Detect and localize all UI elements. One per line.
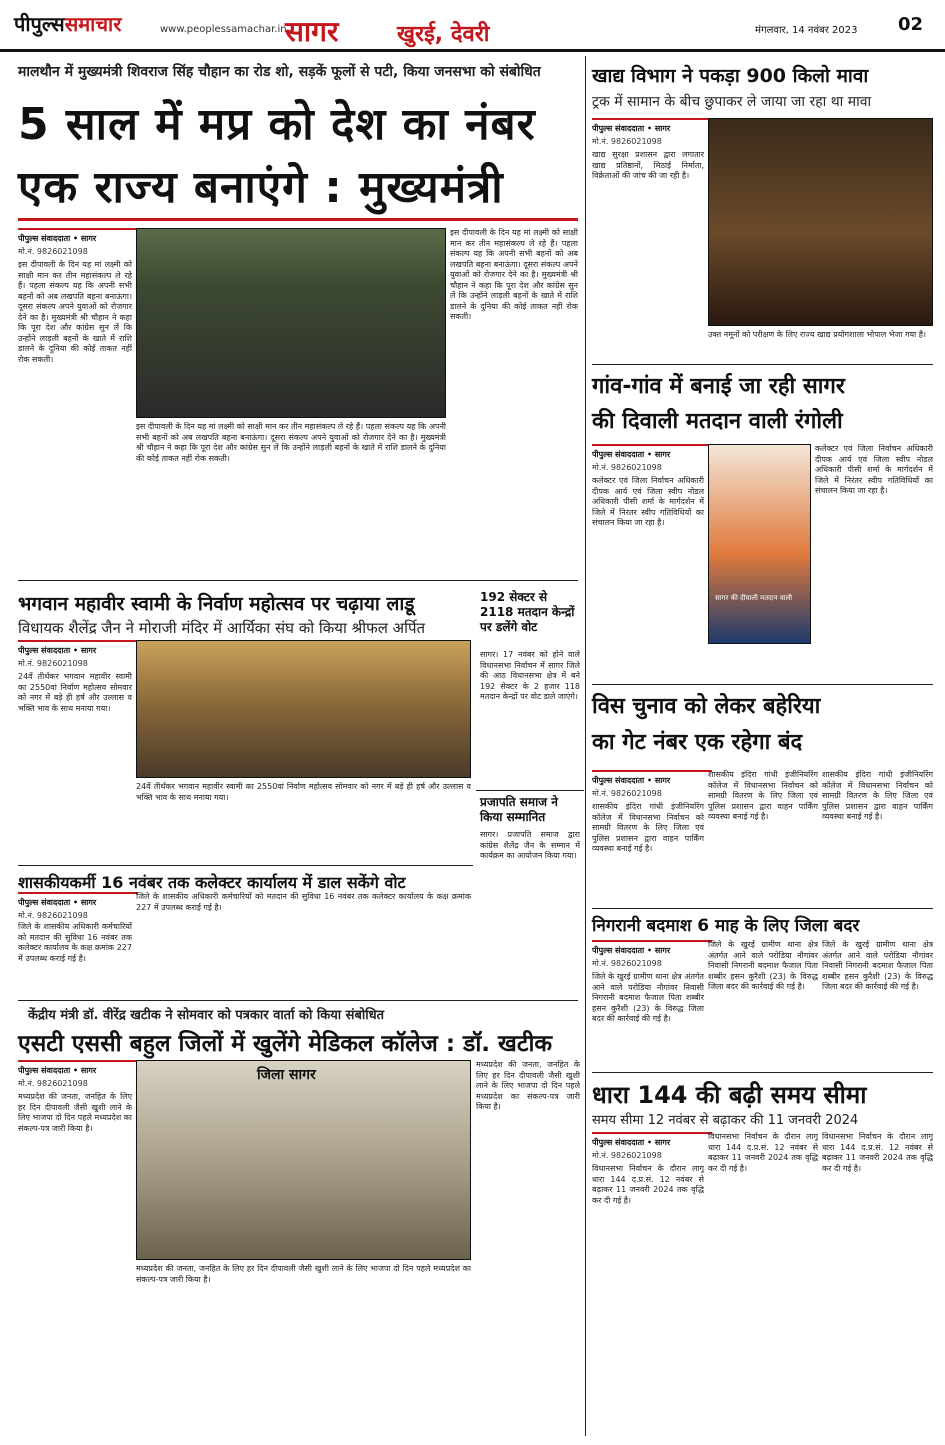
nigrani-byline [592,940,712,966]
logo-right: समाचार [64,12,122,36]
mahavir-photo [136,640,471,778]
section-rule-6 [592,684,933,685]
dhara-body-3: विधानसभा निर्वाचन के दौरान लागू धारा 144 द.प्र.सं. 12 नवंबर से बढ़ाकर 11 जनवरी 2024 तक वृद्धि कर दी गई है। [822,1132,933,1173]
issue-date: मंगलवार, 14 नवंबर 2023 [755,25,858,36]
mahavir-byline-mobile: मो.नं. 9826021098 [18,659,88,668]
khatik-byline-mobile: मो.नं. 9826021098 [18,1079,88,1088]
rangoli-body-2: कलेक्टर एवं जिला निर्वाचन अधिकारी दीपक आर्य एवं जिला स्वीप नोडल अधिकारी पीसी शर्मा के मार्गदर्शन में जिले में निरंतर स्वीप गतिविधियों का संचालन किया जा रहा है। [815,444,933,495]
mahavir-byline [18,640,138,666]
prajapati-headline: प्रजापति समाज ने किया सम्मानित [480,795,558,824]
lead-byline [18,228,138,254]
mahavir-body-2: 24वें तीर्थंकर भगवान महावीर स्वामी का 2550वां निर्वाण महोत्सव सोमवार को नगर में बड़े ही हर्ष और उल्लास व भक्ति भाव के साथ मनाया गया। [136,782,471,802]
section-rule-4 [18,1000,578,1001]
beheriya-headline-1: विस चुनाव को लेकर बहेरिया [592,694,821,719]
rangoli-photo [708,444,811,644]
rangoli-photo-label: सागर की दीवाली मतदान वाली [715,594,793,602]
mawa-body: खाद्य सुरक्षा प्रशासन द्वारा लगातार खाद्य प्रतिष्ठानों, मिठाई निर्माता, विक्रेताओं की जांच की जा रही है। [592,150,704,180]
prajapati-body: सागर। प्रजापति समाज द्वारा कांग्रेस शैलेंद्र जैन के सम्मान में कार्यक्रम का आयोजन किया गया। [480,830,580,860]
beheriya-body-2: शासकीय इंदिरा गांधी इंजीनियरिंग कॉलेज में विधानसभा निर्वाचन को सामग्री वितरण के लिए जिला एवं पुलिस प्रशासन द्वारा वाहन पार्किंग व्यवस्था बनाई गई है। [708,770,818,821]
lead-body: इस दीपावली के दिन यह मां लक्ष्मी को साक्षी मान कर तीन महासंकल्प ले रहे हैं। पहला संकल्प यह कि अपनी सभी बहनों को अब लखपति बहना बनाऊंगा। दूसरा संकल्प अपने युवाओं को रोजगार देने का है। मुख्यमंत्री श्री चौहान ने कहा कि पूरा देश और कांग्रेस सुन लें कि उन्होंने लाड़ली बहनों के खाते में राशि डालने के दुनिया की कोई ताकत नहीं रोक सकती। [18,260,132,364]
site-url[interactable]: www.peoplessamachar.in [160,24,287,35]
employees-body: जिले के शासकीय अधिकारी कर्मचारियों को मतदान की सुविधा 16 नवंबर तक कलेक्टर कार्यालय के कक्ष क्रमांक 227 में उपलब्ध कराई गई है। [18,922,132,963]
beheriya-body: शासकीय इंदिरा गांधी इंजीनियरिंग कॉलेज में विधानसभा निर्वाचन को सामग्री वितरण के लिए जिला एवं पुलिस प्रशासन द्वारा वाहन पार्किंग व्यवस्था बनाई गई है। [592,802,704,853]
lead-headline-1: 5 साल में मप्र को देश का नंबर [18,99,536,150]
dhara-byline-mobile: मो.नं. 9826021098 [592,1151,662,1160]
city-name: सागर [285,15,339,48]
lead-body-2: इस दीपावली के दिन यह मां लक्ष्मी को साक्षी मान कर तीन महासंकल्प ले रहे हैं। पहला संकल्प यह कि अपनी सभी बहनों को अब लखपति बहना बनाऊंगा। दूसरा संकल्प अपने युवाओं को रोजगार देने का है। मुख्यमंत्री श्री चौहान ने कहा कि पूरा देश और कांग्रेस सुन लें कि उन्होंने लाड़ली बहनों के खाते में राशि डालने के दुनिया की कोई ताकत नहीं रोक सकती। [136,422,446,463]
nigrani-body-3: जिले के खुरई ग्रामीण थाना क्षेत्र अंतर्गत आने वाले परोडिया नौगांवर निवासी निगरानी बदमाश फैजाल पिता शब्बीर हसन कुरैशी (23) के विरुद्ध जिला बदर की कार्रवाई की गई है। [822,940,933,991]
dhara-body: विधानसभा निर्वाचन के दौरान लागू धारा 144 द.प्र.सं. 12 नवंबर से बढ़ाकर 11 जनवरी 2024 तक वृद्धि कर दी गई है। [592,1164,704,1205]
khatik-body-2: मध्यप्रदेश की जनता, जनहित के लिए हर दिन दीपावली जैसी खुशी लाने के लिए भाजपा दो दिन पहले मध्यप्रदेश का संकल्प-पत्र जारी किया है। [136,1264,471,1284]
logo-left: पीपुल्स [14,12,65,36]
khatik-kicker: केंद्रीय मंत्री डॉ. वीरेंद्र खटीक ने सोमवार को पत्रकार वार्ता को किया संबोधित [28,1008,385,1023]
khatik-body-3: मध्यप्रदेश की जनता, जनहित के लिए हर दिन दीपावली जैसी खुशी लाने के लिए भाजपा दो दिन पहले मध्यप्रदेश का संकल्प-पत्र जारी किया है। [476,1060,580,1111]
nigrani-body: जिले के खुरई ग्रामीण थाना क्षेत्र अंतर्गत आने वाले परोडिया नौगांवर निवासी निगरानी बदमाश फैजाल पिता शब्बीर हसन कुरैशी (23) के विरुद्ध जिला बदर की कार्रवाई की गई है। [592,972,704,1023]
rangoli-body: कलेक्टर एवं जिला निर्वाचन अधिकारी दीपक आर्य एवं जिला स्वीप नोडल अधिकारी पीसी शर्मा के मार्गदर्शन में जिले में निरंतर स्वीप गतिविधियों का संचालन किया जा रहा है। [592,476,704,527]
mahavir-subhead: विधायक शैलेंद्र जैन ने मोराजी मंदिर में आर्यिका संघ को किया श्रीफल अर्पित [18,619,426,637]
rangoli-headline-2: की दिवाली मतदान वाली रंगोली [592,409,843,434]
rangoli-byline [592,444,712,470]
lead-rule [18,218,578,221]
nigrani-body-2: जिले के खुरई ग्रामीण थाना क्षेत्र अंतर्गत आने वाले परोडिया नौगांवर निवासी निगरानी बदमाश फैजाल पिता शब्बीर हसन कुरैशी (23) के विरुद्ध जिला बदर की कार्रवाई की गई है। [708,940,818,991]
mawa-byline [592,118,712,144]
mahavir-headline: भगवान महावीर स्वामी के निर्वाण महोत्सव पर चढ़ाया लाडू [18,593,415,615]
sectors-headline: 192 सेक्टर से 2118 मतदान केन्द्रों पर डलेंगे वोट [480,590,575,634]
section-rule-8 [592,1072,933,1073]
nigrani-byline-mobile: मो.नं. 9826021098 [592,959,662,968]
section-rule-5 [592,364,933,365]
newspaper-logo[interactable] [14,10,121,37]
press-photo-label: जिला सागर [257,1067,316,1083]
mawa-subhead: ट्रक में सामान के बीच छुपाकर ले जाया जा रहा था मावा [592,94,872,110]
dhara-byline [592,1132,712,1158]
mawa-byline-mobile: मो.नं. 9826021098 [592,137,662,146]
mawa-caption: उक्त नमूनों को परीक्षण के लिए राज्य खाद्य प्रयोगशाला भोपाल भेजा गया है। [708,330,927,339]
khatik-byline [18,1060,138,1086]
mawa-raid-photo [708,118,933,326]
mawa-byline-name: पीपुल्स संवाददाता • सागर [592,124,671,133]
employees-byline-mobile: मो.नं. 9826021098 [18,911,88,920]
khatik-byline-name: पीपुल्स संवाददाता • सागर [18,1066,97,1075]
lead-headline-2: एक राज्य बनाएंगे : मुख्यमंत्री [18,162,504,213]
lead-body-3: इस दीपावली के दिन यह मां लक्ष्मी को साक्षी मान कर तीन महासंकल्प ले रहे हैं। पहला संकल्प यह कि अपनी सभी बहनों को अब लखपति बहना बनाऊंगा। दूसरा संकल्प अपने युवाओं को रोजगार देने का है। मुख्यमंत्री श्री चौहान ने कहा कि पूरा देश और कांग्रेस सुन लें कि उन्होंने लाड़ली बहनों के खाते में राशि डालने के दुनिया की कोई ताकत नहीं रोक सकती। [450,228,578,321]
page-number: 02 [898,14,924,35]
employees-headline: शासकीयकर्मी 16 नवंबर तक कलेक्टर कार्यालय में डाल सकेंगे वोट [18,873,406,892]
roadshow-photo [136,228,446,418]
dhara-byline-name: पीपुल्स संवाददाता • सागर [592,1138,671,1147]
section-rule-7 [592,908,933,909]
city-band [285,12,575,46]
beheriya-body-3: शासकीय इंदिरा गांधी इंजीनियरिंग कॉलेज में विधानसभा निर्वाचन को सामग्री वितरण के लिए जिला एवं पुलिस प्रशासन द्वारा वाहन पार्किंग व्यवस्था बनाई गई है। [822,770,933,821]
mawa-headline: खाद्य विभाग ने पकड़ा 900 किलो मावा [592,65,869,87]
beheriya-headline-2: का गेट नंबर एक रहेगा बंद [592,730,803,755]
sectors-body: सागर। 17 नवंबर को होने वाले विधानसभा निर्वाचन में सागर जिले की आठ विधानसभा क्षेत्र में बने 192 सेक्टर के 2 हजार 118 मतदान केन्द्रों पर वोट डाले जाएंगे। [480,650,580,701]
employees-byline [18,892,138,918]
employees-body-2: जिले के शासकीय अधिकारी कर्मचारियों को मतदान की सुविधा 16 नवंबर तक कलेक्टर कार्यालय के कक्ष क्रमांक 227 में उपलब्ध कराई गई है। [136,892,471,912]
mahavir-byline-name: पीपुल्स संवाददाता • सागर [18,646,97,655]
employees-byline-name: पीपुल्स संवाददाता • सागर [18,898,97,907]
column-divider [585,56,586,1436]
dhara-body-2: विधानसभा निर्वाचन के दौरान लागू धारा 144 द.प्र.सं. 12 नवंबर से बढ़ाकर 11 जनवरी 2024 तक वृद्धि कर दी गई है। [708,1132,818,1173]
section-rule-1 [18,580,578,581]
lead-byline-mobile: मो.नं. 9826021098 [18,247,88,256]
lead-byline-name: पीपुल्स संवाददाता • सागर [18,234,97,243]
section-rule-2 [476,790,584,791]
nigrani-headline: निगरानी बदमाश 6 माह के लिए जिला बदर [592,916,860,936]
rangoli-byline-mobile: मो.नं. 9826021098 [592,463,662,472]
nigrani-byline-name: पीपुल्स संवाददाता • सागर [592,946,671,955]
section-rule-3 [18,865,473,866]
beheriya-byline-mobile: मो.नं. 9826021098 [592,789,662,798]
khatik-body: मध्यप्रदेश की जनता, जनहित के लिए हर दिन दीपावली जैसी खुशी लाने के लिए भाजपा दो दिन पहले मध्यप्रदेश का संकल्प-पत्र जारी किया है। [18,1092,132,1133]
towns-name: खुरई, देवरी [397,22,490,47]
mahavir-body: 24वें तीर्थंकर भगवान महावीर स्वामी का 2550वां निर्वाण महोत्सव सोमवार को नगर में बड़े ही हर्ष और उल्लास व भक्ति भाव के साथ मनाया गया। [18,672,132,713]
beheriya-byline [592,770,712,796]
lead-kicker: मालथौन में मुख्यमंत्री शिवराज सिंह चौहान का रोड शो, सड़कें फूलों से पटी, किया जनसभा को संबोधित [18,64,541,80]
khatik-headline: एसटी एससी बहुल जिलों में खुलेंगे मेडिकल कॉलेज : डॉ. खटीक [18,1031,553,1057]
press-conference-photo [136,1060,471,1260]
beheriya-byline-name: पीपुल्स संवाददाता • सागर [592,776,671,785]
rangoli-byline-name: पीपुल्स संवाददाता • सागर [592,450,671,459]
dhara-subhead: समय सीमा 12 नवंबर से बढ़ाकर की 11 जनवरी 2024 [592,1113,859,1128]
dhara-headline: धारा 144 की बढ़ी समय सीमा [592,1081,867,1109]
masthead [0,0,945,52]
rangoli-headline-1: गांव-गांव में बनाई जा रही सागर [592,374,845,399]
